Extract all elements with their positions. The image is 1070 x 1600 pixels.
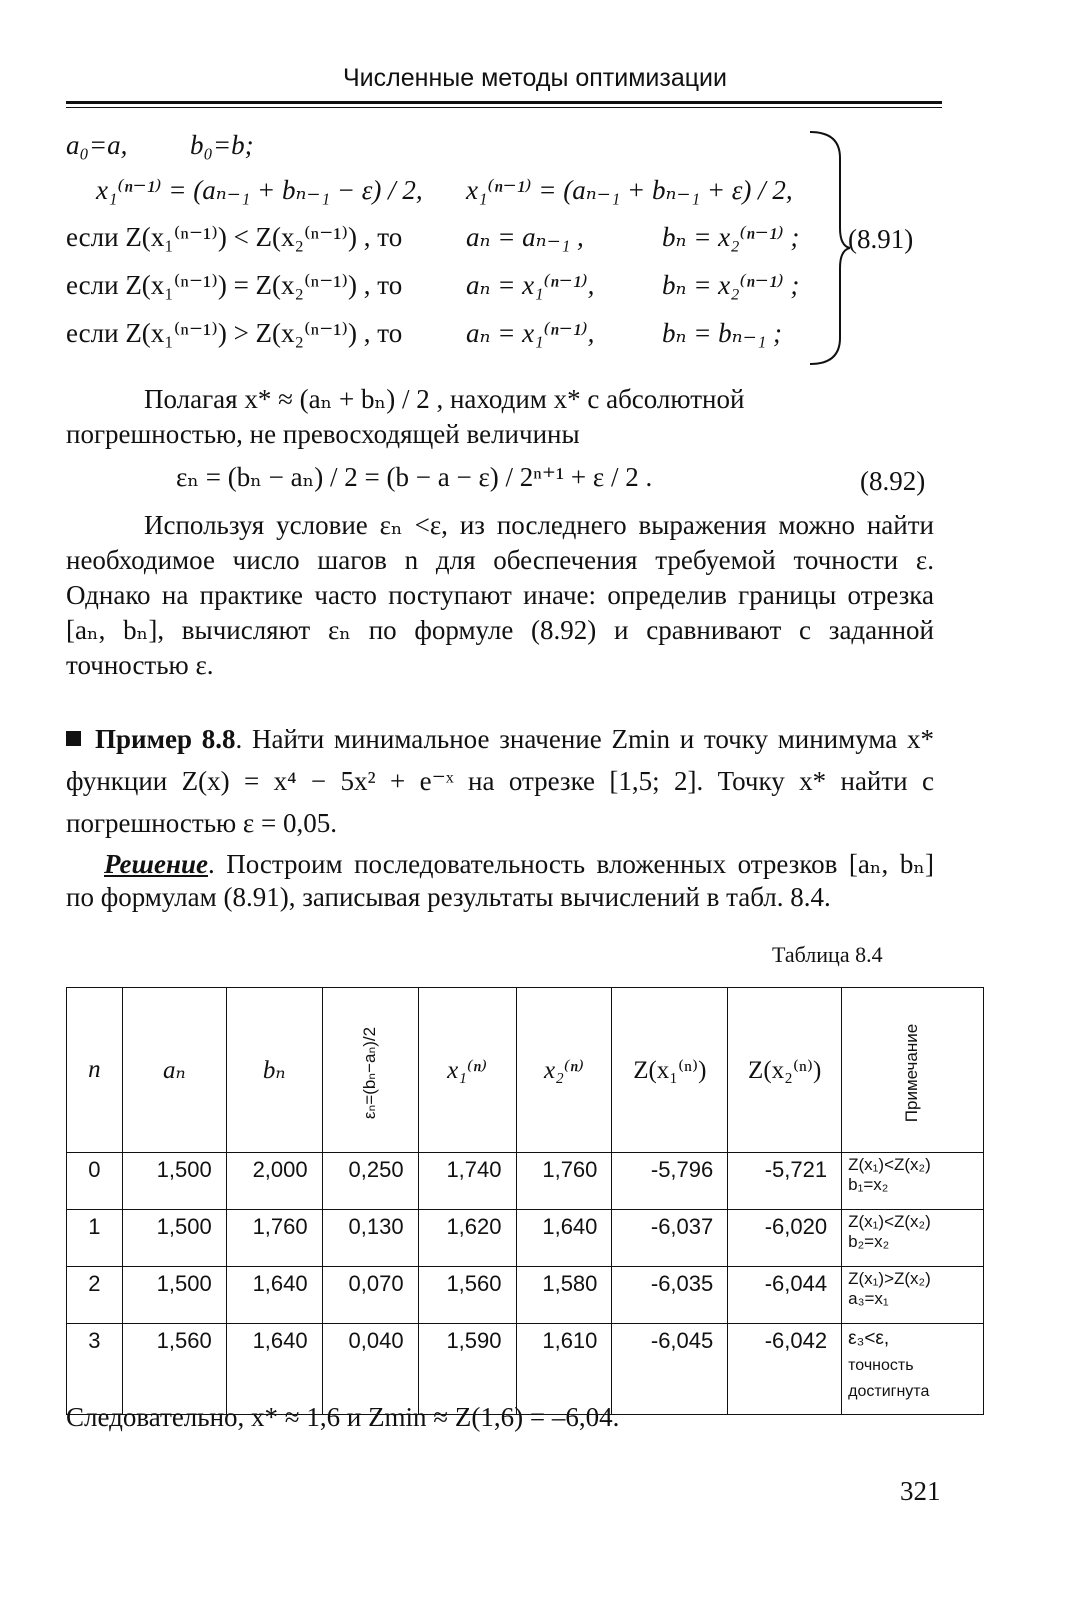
formula-cond-greater-b: bₙ = bₙ₋₁ ; [662, 318, 782, 348]
cell-an: 1,500 [122, 1210, 226, 1267]
header-eps: εₙ=(bₙ−aₙ)/2 [360, 1026, 380, 1119]
cell-z-x2: -6,020 [728, 1210, 842, 1267]
example-title: Пример 8.8 [95, 724, 236, 754]
cell-n: 2 [67, 1267, 123, 1324]
cell-eps: 0,070 [322, 1267, 418, 1324]
solution-label: Решение [104, 849, 208, 879]
note-line1: Z(x₁)<Z(x₂) [848, 1212, 931, 1231]
table-header-row [67, 988, 984, 1153]
cell-n: 0 [67, 1153, 123, 1210]
cell-x2: 1,640 [516, 1210, 612, 1267]
right-brace [800, 128, 850, 368]
header-rule-thick [66, 101, 942, 104]
cell-an: 1,500 [122, 1267, 226, 1324]
formula-a0: a₀=a, [66, 130, 128, 160]
cell-bn: 1,640 [226, 1324, 322, 1415]
formula-cond-equal-b: bₙ = x₂⁽ⁿ⁻¹⁾ ; [662, 270, 800, 300]
cell-z-x2: -6,044 [728, 1267, 842, 1324]
note-line1: Z(x₁)<Z(x₂) [848, 1155, 931, 1174]
cell-z-x1: -6,045 [612, 1324, 728, 1415]
table-row [67, 1210, 984, 1267]
cell-x2: 1,760 [516, 1153, 612, 1210]
results-table [66, 987, 984, 1415]
note-line1: ε₃<ε, [848, 1328, 890, 1349]
formula-cond-less-a: aₙ = aₙ₋₁ , [466, 222, 584, 252]
formula-cond-greater-a: aₙ = x₁⁽ⁿ⁻¹⁾, [466, 318, 595, 348]
cell-note [842, 1153, 984, 1210]
formula-cond-greater: если Z(x₁⁽ⁿ⁻¹⁾) > Z(x₂⁽ⁿ⁻¹⁾) , то [66, 318, 403, 348]
formula-cond-equal: если Z(x₁⁽ⁿ⁻¹⁾) = Z(x₂⁽ⁿ⁻¹⁾) , то [66, 270, 403, 300]
cell-z-x1: -5,796 [612, 1153, 728, 1210]
solution-block [66, 848, 934, 914]
table-row [67, 1267, 984, 1324]
note-line2: b₂=x₂ [848, 1232, 890, 1251]
cell-eps: 0,130 [322, 1210, 418, 1267]
cell-x1: 1,590 [418, 1324, 516, 1415]
formula-892: εₙ = (bₙ − aₙ) / 2 = (b − a − ε) / 2ⁿ⁺¹ + ε / 2 . [176, 462, 653, 492]
cell-z-x2: -6,042 [728, 1324, 842, 1415]
header-note: Примечание [902, 1023, 922, 1122]
header-note-cell [842, 988, 984, 1153]
paragraph-approx-line1: Полагая x* ≈ (aₙ + bₙ) / 2 , находим x* с абсолютной [144, 384, 745, 414]
header-rule-thin [66, 107, 942, 108]
note-line1: Z(x₁)>Z(x₂) [848, 1269, 931, 1288]
cell-note [842, 1324, 984, 1415]
formula-cond-less: если Z(x₁⁽ⁿ⁻¹⁾) < Z(x₂⁽ⁿ⁻¹⁾) , то [66, 222, 403, 252]
cell-n: 1 [67, 1210, 123, 1267]
equation-number-892: (8.92) [860, 466, 926, 496]
cell-x1: 1,740 [418, 1153, 516, 1210]
formula-x1: x₁⁽ⁿ⁻¹⁾ = (aₙ₋₁ + bₙ₋₁ − ε) / 2, [96, 175, 423, 205]
equation-number-891: (8.91) [848, 224, 914, 254]
header-x2: x₂⁽ⁿ⁾ [516, 988, 612, 1153]
cell-an: 1,560 [122, 1324, 226, 1415]
table-row [67, 1153, 984, 1210]
cell-note [842, 1267, 984, 1324]
running-head: Численные методы оптимизации [343, 64, 727, 92]
header-n: n [67, 988, 123, 1153]
cell-z-x2: -5,721 [728, 1153, 842, 1210]
table-caption: Таблица 8.4 [772, 942, 883, 967]
header-eps-cell [322, 988, 418, 1153]
formula-x2: x₁⁽ⁿ⁻¹⁾ = (aₙ₋₁ + bₙ₋₁ + ε) / 2, [466, 175, 793, 205]
header-z-x1: Z(x₁⁽ⁿ⁾) [612, 988, 728, 1153]
formula-cond-equal-a: aₙ = x₁⁽ⁿ⁻¹⁾, [466, 270, 595, 300]
note-line2: a₃=x₁ [848, 1289, 889, 1308]
square-bullet-icon [66, 731, 81, 746]
conclusion: Следовательно, x* ≈ 1,6 и Zmin ≈ Z(1,6) = –6,04. [66, 1402, 620, 1432]
table-row [67, 1324, 984, 1415]
paragraph-approx [66, 382, 934, 452]
cell-x1: 1,620 [418, 1210, 516, 1267]
example-block [66, 718, 934, 844]
example-body: . Найти минимальное значение Zmin и точку минимума x* функции Z(x) = x⁴ − 5x² + e⁻ˣ на отрезке [1,5; 2]. Точку x* найти с погрешностью ε = 0,05. [66, 724, 934, 838]
cell-an: 1,500 [122, 1153, 226, 1210]
cell-note [842, 1210, 984, 1267]
cell-x1: 1,560 [418, 1267, 516, 1324]
cell-bn: 2,000 [226, 1153, 322, 1210]
cell-n: 3 [67, 1324, 123, 1415]
header-an: aₙ [122, 988, 226, 1153]
cell-eps: 0,250 [322, 1153, 418, 1210]
formula-cond-less-b: bₙ = x₂⁽ⁿ⁻¹⁾ ; [662, 222, 800, 252]
cell-z-x1: -6,037 [612, 1210, 728, 1267]
header-bn: bₙ [226, 988, 322, 1153]
cell-x2: 1,580 [516, 1267, 612, 1324]
note-line2: b₁=x₂ [848, 1175, 889, 1194]
cell-eps: 0,040 [322, 1324, 418, 1415]
paragraph-approx-line2: погрешностью, не превосходящей величины [66, 419, 580, 449]
formula-b0: b₀=b; [190, 130, 254, 160]
cell-x2: 1,610 [516, 1324, 612, 1415]
cell-bn: 1,640 [226, 1267, 322, 1324]
page-number: 321 [900, 1476, 941, 1506]
header-z-x2: Z(x₂⁽ⁿ⁾) [728, 988, 842, 1153]
solution-body: . Построим последовательность вложенных отрезков [aₙ, bₙ] по формулам (8.91), записывая результаты вычислений в табл. 8.4. [66, 849, 934, 912]
paragraph-accuracy: Используя условие εₙ <ε, из последнего выражения можно найти необходимое число шагов n для обеспечения требуемой точности ε. Однако на практике часто поступают иначе: определив границы отрезка [aₙ, bₙ], вычисляют εₙ по формуле (8.92) и сравнивают с заданной точностью ε. [66, 510, 934, 680]
cell-z-x1: -6,035 [612, 1267, 728, 1324]
note-line2: точность достигнута [848, 1357, 930, 1400]
cell-bn: 1,760 [226, 1210, 322, 1267]
header-x1: x₁⁽ⁿ⁾ [418, 988, 516, 1153]
